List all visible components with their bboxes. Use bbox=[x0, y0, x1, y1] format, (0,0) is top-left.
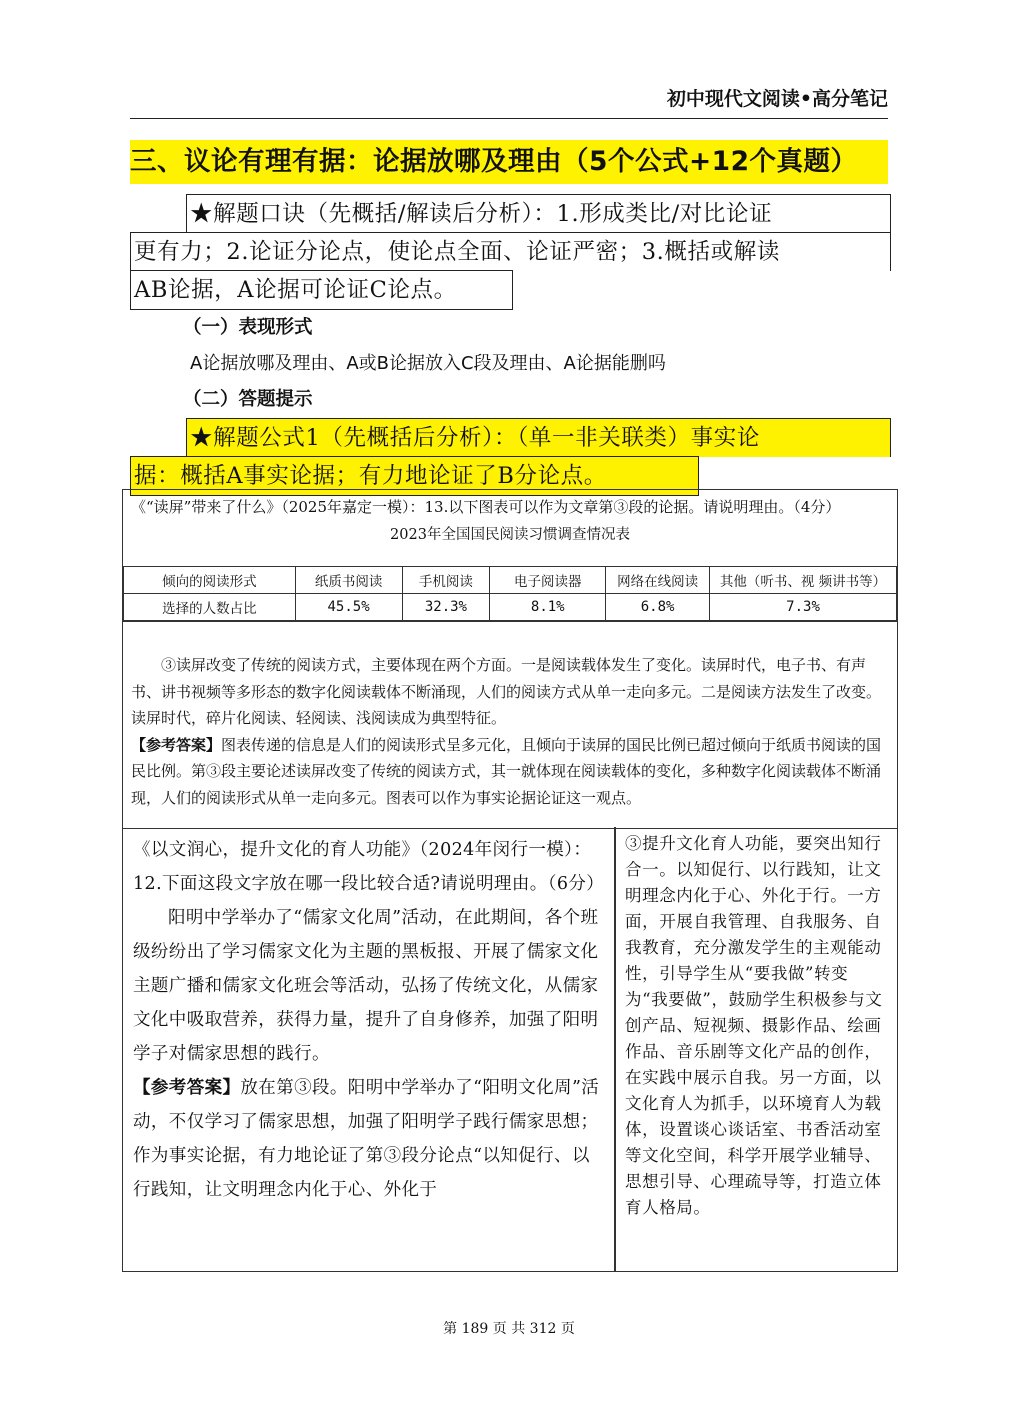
table-cell: 6.8% bbox=[606, 594, 710, 621]
table-header-cell: 手机阅读 bbox=[402, 567, 490, 594]
tip-box-line-1: ★解题口诀（先概括/解读后分析）：1.形成类比/对比论证 bbox=[186, 194, 891, 233]
table-cell: 32.3% bbox=[402, 594, 490, 621]
table-row-label: 选择的人数占比 bbox=[124, 594, 296, 621]
example1-paragraph: ③读屏改变了传统的阅读方式，主要体现在两个方面。一是阅读载体发生了变化。读屏时代，电子书、有声书、讲书视频等多形态的数字化阅读载体不断涌现，人们的阅读方式从单一走向多元。二是阅读方法发生了改变。读屏时代，碎片化阅读、轻阅读、浅阅读成为典型特征。 bbox=[131, 656, 882, 727]
table-caption: 2023年全国国民阅读习惯调查情况表 bbox=[390, 527, 630, 543]
reading-habits-table bbox=[123, 566, 897, 621]
subheading-tips: （二）答题提示 bbox=[183, 389, 313, 410]
section-title: 三、议论有理有据：论据放哪及理由（5个公式+12个真题） bbox=[130, 140, 888, 184]
table-header-row bbox=[124, 567, 897, 594]
example1-question-block bbox=[122, 489, 898, 622]
page-header: 初中现代文阅读•高分笔记 bbox=[666, 88, 888, 110]
table-header-cell: 电子阅读器 bbox=[490, 567, 606, 594]
table-cell: 7.3% bbox=[710, 594, 897, 621]
answer-text: 图表传递的信息是人们的阅读形式呈多元化，且倾向于读屏的国民比例已超过倾向于纸质书阅读的国民比例。第③段主要论述读屏改变了传统的阅读方式，其一就体现在阅读载体的变化，多种数字化阅读载体不断涌现，人们的阅读形式从单一走向多元。图表可以作为事实论据论证这一观点。 bbox=[131, 735, 882, 807]
tip-box-line-2: 更有力；2.论证分论点，使论点全面、论证严密；3.概括或解读 bbox=[130, 232, 891, 271]
formula-box-line-2: 据：概括A事实论据；有力地论证了B分论点。 bbox=[130, 456, 699, 496]
example2-answer bbox=[133, 1071, 607, 1207]
header-divider bbox=[130, 118, 888, 119]
table-header-cell: 其他（听书、视 频讲书等） bbox=[710, 567, 897, 594]
answer-label: 【参考答案】 bbox=[131, 735, 222, 754]
example1-answer bbox=[131, 732, 889, 812]
table-row bbox=[124, 594, 897, 621]
formula-box-line-1: ★解题公式1（先概括后分析）：（单一非关联类）事实论 bbox=[186, 418, 891, 457]
example2-side-paragraph: ③提升文化育人功能，要突出知行合一。以知促行、以行践知，让文明理念内化于心、外化于行。一方面，开展自我管理、自我服务、自我教育，充分激发学生的主观能动性，引导学生从“要我做”转变为“我要做”，鼓励学生积极参与文创产品、短视频、摄影作品、绘画作品、音乐剧等文化产品的创作，在实践中展示自我。另一方面，以文化育人为抓手，以环境育人为载体，设置谈心谈话室、书香活动室等文化空间，科学开展学业辅导、思想引导、心理疏导等，打造立体育人格局。 bbox=[625, 834, 883, 1217]
forms-text: A论据放哪及理由、A或B论据放入C段及理由、A论据能删吗 bbox=[190, 353, 666, 374]
tip-box-line-3: AB论据，A论据可论证C论点。 bbox=[130, 270, 513, 310]
example2-right-cell bbox=[614, 827, 898, 1272]
answer-text: 放在第③段。阳明中学举办了“阳明文化周”活动，不仅学习了儒家思想，加强了阳明学子践行儒家思想；作为事实论据，有力地论证了第③段分论点“以知促行、以行践知，让文明理念内化于心、外化于 bbox=[133, 1078, 600, 1200]
subheading-forms: （一）表现形式 bbox=[183, 317, 313, 338]
table-cell: 8.1% bbox=[490, 594, 606, 621]
example2-left-cell bbox=[122, 827, 616, 1272]
table-header-cell: 倾向的阅读形式 bbox=[124, 567, 296, 594]
example1-question: 《“读屏”带来了什么》（2025年嘉定一模）：13.以下图表可以作为文章第③段的论据。请说明理由。（4分） bbox=[131, 498, 841, 516]
table-header-cell: 网络在线阅读 bbox=[606, 567, 710, 594]
table-cell: 45.5% bbox=[295, 594, 402, 621]
example2-question: 《以文润心，提升文化的育人功能》（2024年闵行一模）：12.下面这段文字放在哪一段比较合适?请说明理由。（6分） bbox=[133, 840, 605, 894]
page-footer: 第 189 页 共 312 页 bbox=[443, 1321, 575, 1337]
example1-text-block bbox=[122, 621, 898, 829]
table-header-cell: 纸质书阅读 bbox=[295, 567, 402, 594]
example2-passage: 阳明中学举办了“儒家文化周”活动，在此期间，各个班级纷纷出了学习儒家文化为主题的黑板报、开展了儒家文化主题广播和儒家文化班会等活动，弘扬了传统文化，从儒家文化中吸取营养，获得力量，提升了自身修养，加强了阳明学子对儒家思想的践行。 bbox=[133, 908, 599, 1064]
answer-label: 【参考答案】 bbox=[133, 1078, 241, 1098]
